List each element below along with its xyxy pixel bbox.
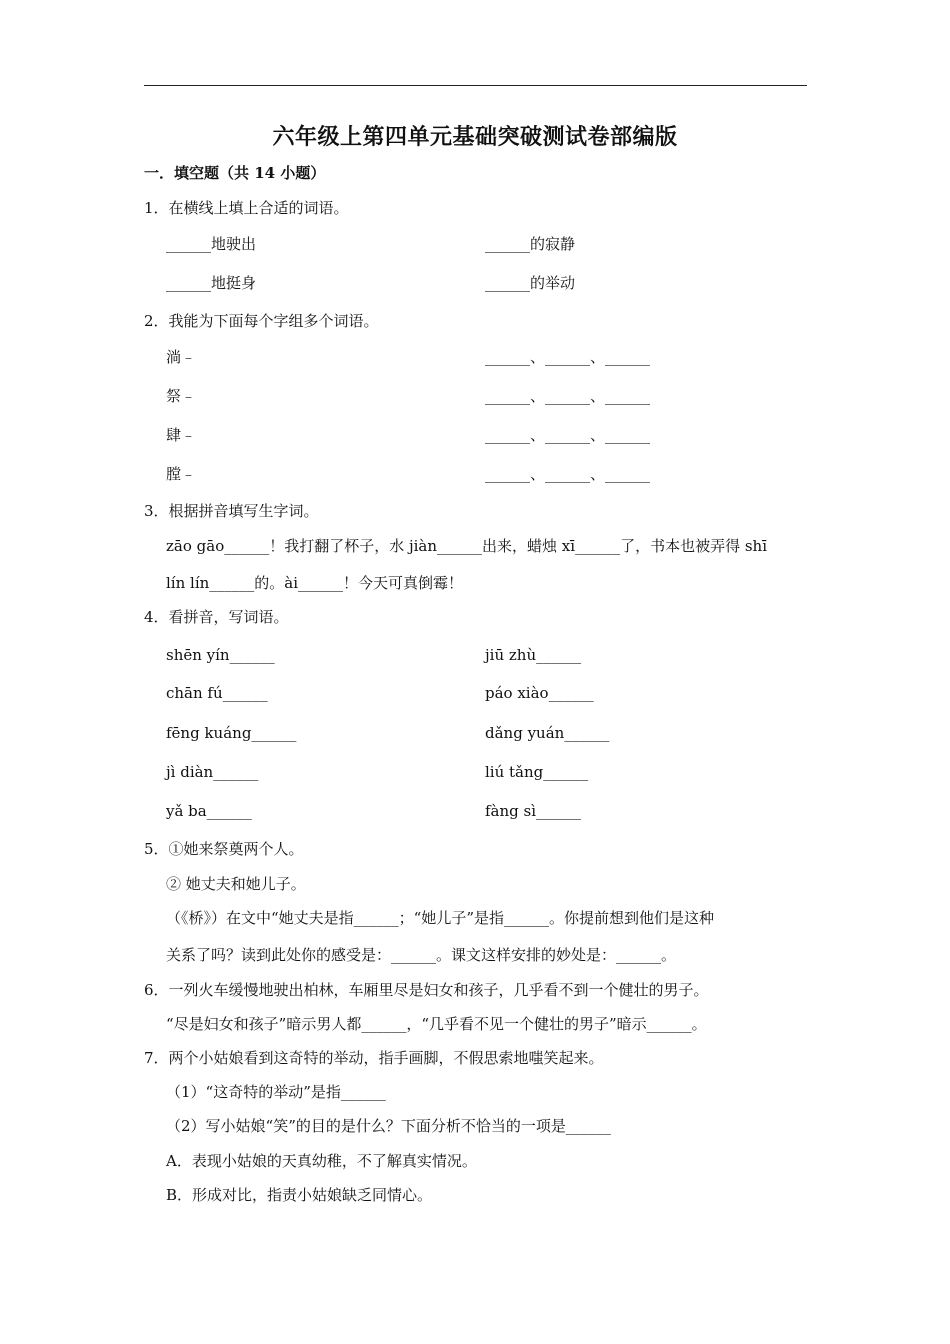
document-title: 六年级上第四单元基础突破测试卷部编版	[272, 124, 678, 150]
q1-item: ______的寂静	[485, 235, 576, 253]
q7-option: A．表现小姑娘的天真幼稚，不了解真实情况。	[166, 1152, 477, 1170]
q7-stem: 7．两个小姑娘看到这奇特的举动，指手画脚，不假思索地嗤笑起来。	[144, 1049, 604, 1067]
q6-line: “尽是妇女和孩子”暗示男人都______，“几乎看不见一个健壮的男子”暗示______。	[166, 1015, 707, 1033]
q7-sub: （1）“这奇特的举动”是指______	[166, 1083, 386, 1101]
q4-item: chān fú______	[166, 684, 268, 702]
q4-item: liú tǎng______	[485, 763, 589, 781]
q2-blanks: ______、______、______	[485, 465, 651, 483]
section-heading: 一．填空题（共 14 小题）	[144, 164, 326, 182]
q1-item: ______地挺身	[166, 274, 257, 292]
q4-item: dǎng yuán______	[485, 724, 610, 742]
q4-stem: 4．看拼音，写词语。	[144, 608, 289, 626]
q1-item: ______的举动	[485, 274, 576, 292]
q3-line: lín lín______的。ài______！今天可真倒霉！	[166, 574, 464, 592]
header-rule	[144, 85, 807, 86]
q5-line: （《桥》）在文中“她丈夫是指______；“她儿子”是指______。你提前想到他们是这种	[166, 909, 715, 927]
q7-option: B．形成对比，指责小姑娘缺乏同情心。	[166, 1186, 433, 1204]
q2-char: 淌﹣	[166, 348, 197, 366]
q4-item: fēng kuáng______	[166, 724, 297, 742]
q2-blanks: ______、______、______	[485, 426, 651, 444]
q2-blanks: ______、______、______	[485, 387, 651, 405]
q2-char: 祭﹣	[166, 387, 197, 405]
q2-stem: 2．我能为下面每个字组多个词语。	[144, 312, 379, 330]
q5-stem: 5．①她来祭奠两个人。	[144, 840, 304, 858]
q6-stem: 6．一列火车缓慢地驶出柏林，车厢里尽是妇女和孩子，几乎看不到一个健壮的男子。	[144, 981, 709, 999]
q4-item: fàng sì______	[485, 802, 582, 820]
q3-stem: 3．根据拼音填写生字词。	[144, 502, 319, 520]
q2-blanks: ______、______、______	[485, 348, 651, 366]
q4-item: yǎ ba______	[166, 802, 252, 820]
q4-item: jiū zhù______	[485, 646, 582, 664]
q5-line: ② 她丈夫和她儿子。	[166, 875, 306, 893]
q4-item: shēn yín______	[166, 646, 275, 664]
q7-sub: （2）写小姑娘“笑”的目的是什么？下面分析不恰当的一项是______	[166, 1117, 611, 1135]
q3-line: zāo gāo______！我打翻了杯子，水 jiàn______出来，蜡烛 xī______了，书本也被弄得 shī	[166, 537, 767, 555]
q1-item: ______地驶出	[166, 235, 257, 253]
q2-char: 肆﹣	[166, 426, 197, 444]
q5-line: 关系了吗？读到此处你的感受是：______。课文这样安排的妙处是：______。	[166, 946, 677, 964]
q1-stem: 1．在横线上填上合适的词语。	[144, 199, 349, 217]
q4-item: páo xiào______	[485, 684, 594, 702]
q2-char: 膛﹣	[166, 465, 197, 483]
q4-item: jì diàn______	[166, 763, 259, 781]
